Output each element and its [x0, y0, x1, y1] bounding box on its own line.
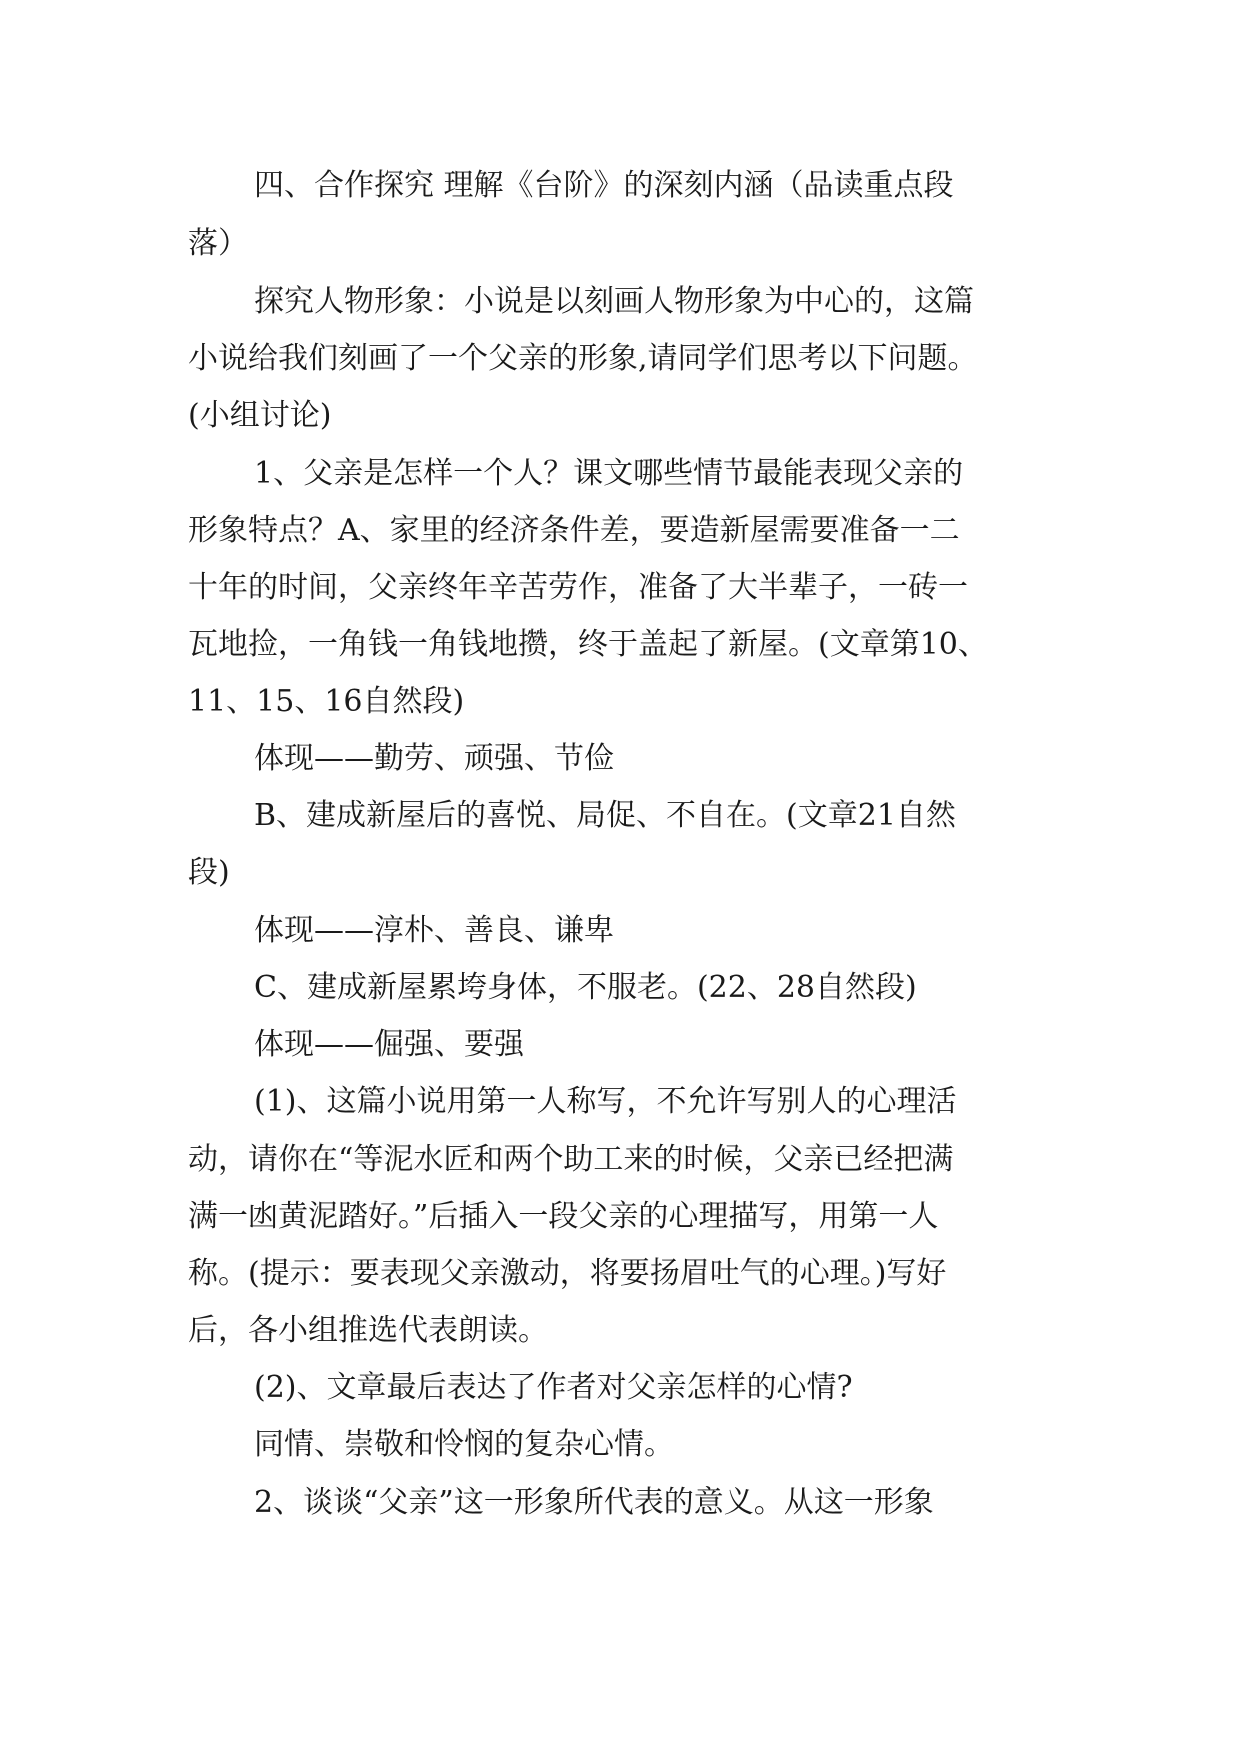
paragraph-embodiment-a: 体现——勤劳、顽强、节俭 [254, 741, 614, 776]
paragraph-question-one-cont: 瓦地捡，一角钱一角钱地攒，终于盖起了新屋。(文章第10、 [188, 627, 988, 662]
paragraph-point-b: B、建成新屋后的喜悦、局促、不自在。(文章21自然 [254, 798, 956, 833]
paragraph-embodiment-c: 体现——倔强、要强 [254, 1027, 524, 1062]
paragraph-task-one-cont: 后，各小组推选代表朗读。 [188, 1313, 548, 1348]
paragraph-question-two: 2、谈谈“父亲”这一形象所代表的意义。从这一形象 [254, 1485, 934, 1520]
paragraph-embodiment-b: 体现——淳朴、善良、谦卑 [254, 913, 614, 948]
paragraph-task-one-cont: 称。(提示：要表现父亲激动，将要扬眉吐气的心理。)写好 [188, 1256, 947, 1291]
paragraph-question-one: 1、父亲是怎样一个人？课文哪些情节最能表现父亲的 [254, 456, 964, 491]
paragraph-heading-section-four-cont: 落） [188, 226, 248, 261]
paragraph-character-inquiry: 探究人物形象：小说是以刻画人物形象为中心的，这篇 [254, 284, 974, 319]
paragraph-point-c: C、建成新屋累垮身体，不服老。(22、28自然段) [254, 970, 917, 1005]
paragraph-task-one-cont: 满一凼黄泥踏好。”后插入一段父亲的心理描写，用第一人 [188, 1199, 939, 1234]
paragraph-character-inquiry-cont: 小说给我们刻画了一个父亲的形象,请同学们思考以下问题。 [188, 341, 978, 376]
paragraph-task-one: (1)、这篇小说用第一人称写，不允许写别人的心理活 [254, 1084, 957, 1119]
paragraph-task-two: (2)、文章最后表达了作者对父亲怎样的心情? [254, 1370, 853, 1405]
paragraph-question-one-cont: 形象特点？A、家里的经济条件差，要造新屋需要准备一二 [188, 513, 960, 548]
paragraph-question-one-cont: 11、15、16自然段) [188, 684, 465, 719]
paragraph-task-two-answer: 同情、崇敬和怜悯的复杂心情。 [254, 1427, 674, 1462]
paragraph-point-b-cont: 段) [188, 855, 230, 890]
paragraph-task-one-cont: 动，请你在“等泥水匠和两个助工来的时候，父亲已经把满 [188, 1142, 954, 1177]
paragraph-character-inquiry-cont: (小组讨论) [188, 398, 332, 433]
paragraph-question-one-cont: 十年的时间，父亲终年辛苦劳作，准备了大半辈子，一砖一 [188, 570, 968, 605]
paragraph-heading-section-four: 四、合作探究 理解《台阶》的深刻内涵（品读重点段 [254, 168, 954, 203]
